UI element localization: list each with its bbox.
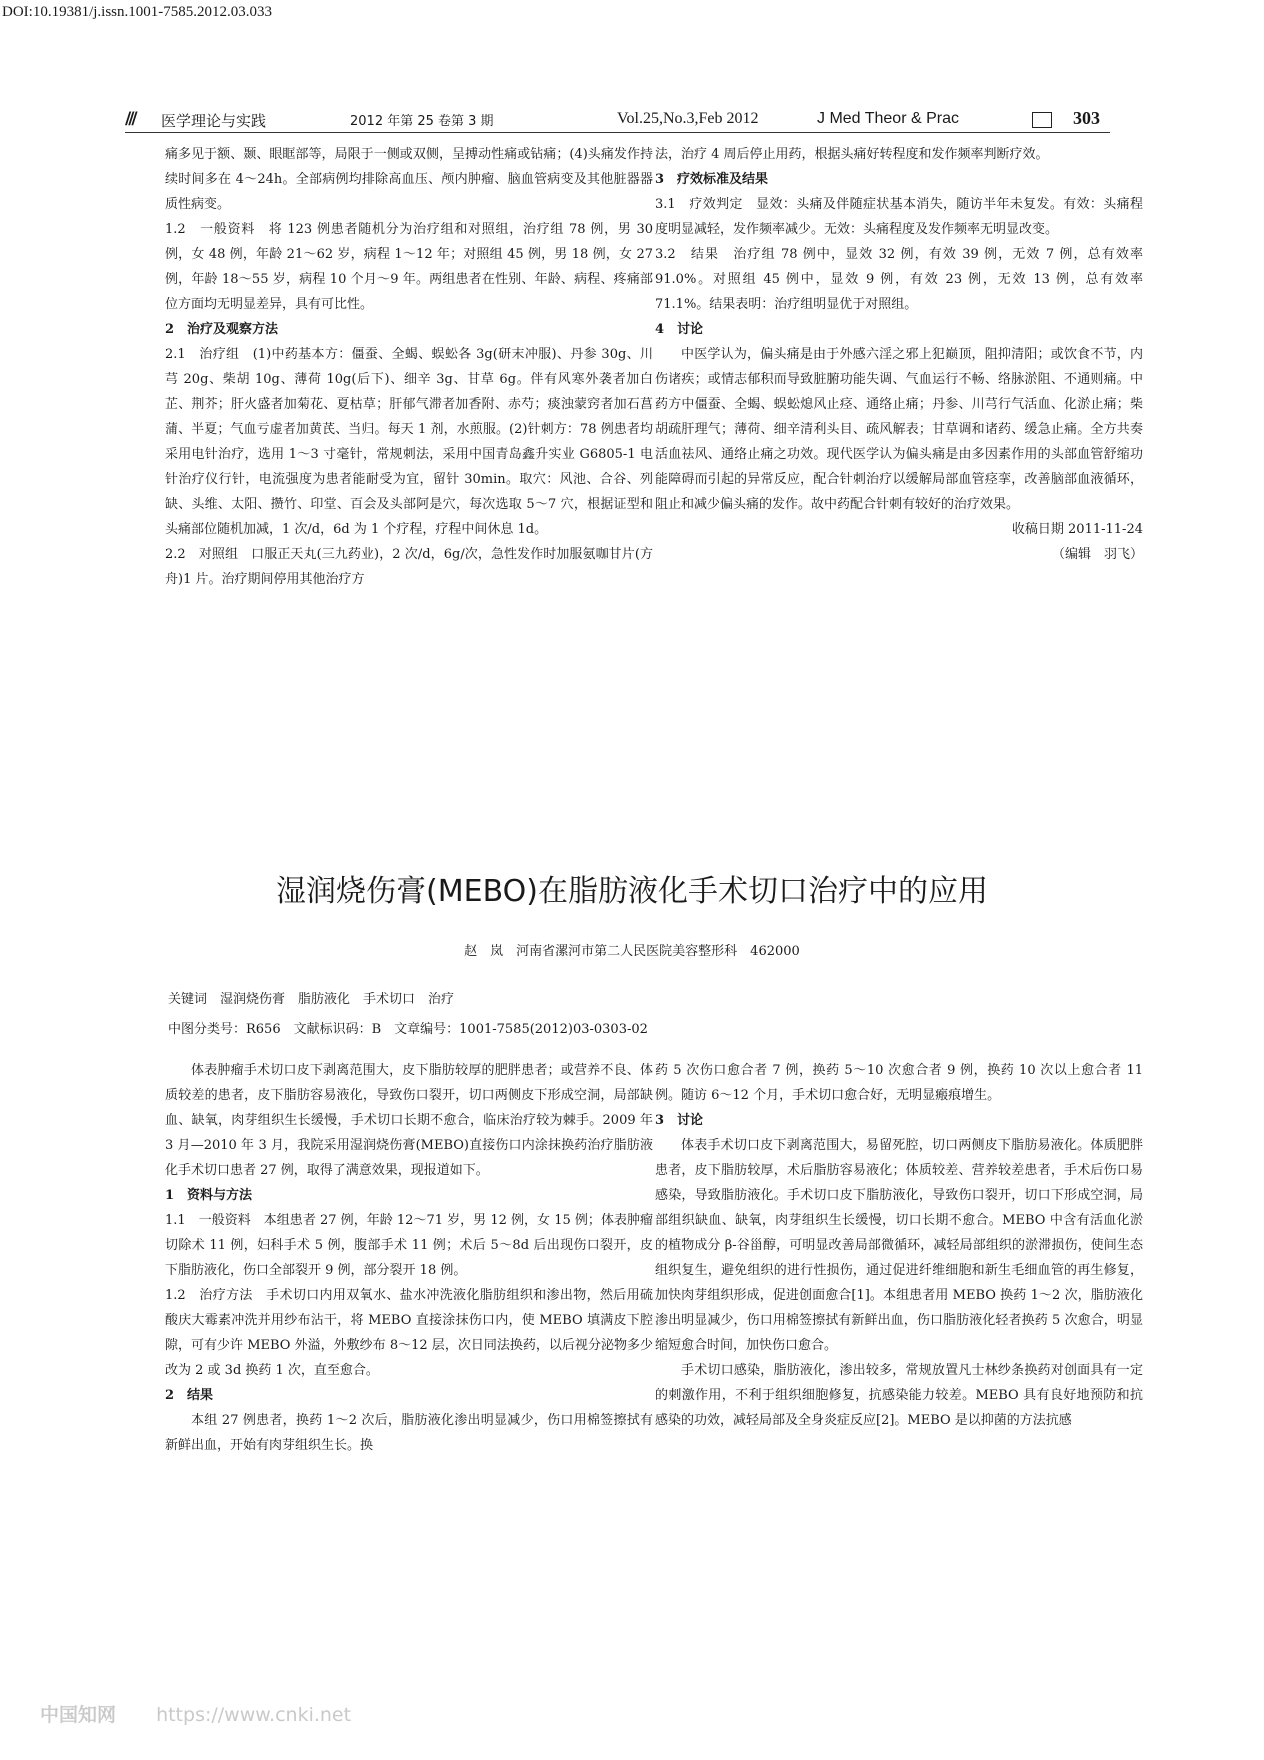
prev-article-right-column [655, 142, 1143, 567]
section-heading: 2 结果 [165, 1388, 214, 1403]
journal-name: 医学理论与实践 [161, 112, 267, 130]
body-paragraph: 药 5 次伤口愈合者 7 例，换药 5～10 次愈合者 9 例，换药 10 次以上愈合者 11 例。随访 6～12 个月，手术切口愈合好，无明显瘢痕增生。 [655, 1063, 1143, 1103]
journal-volume: Vol.25,No.3,Feb 2012 [617, 110, 759, 127]
prev-section-heading: 2 治疗及观察方法 [165, 322, 279, 337]
author-line: 赵 岚 河南省漯河市第二人民医院美容整形科 462000 [464, 944, 800, 959]
body-paragraph: 体表肿瘤手术切口皮下剥离范围大，皮下脂肪较厚的肥胖患者；或营养不良、体质较差的患者，皮下脂肪容易液化，导致伤口裂开，切口两侧皮下形成空洞，局部缺血、缺氧，肉芽组织生长缓慢，手术切口长期不愈合，临床治疗较为棘手。2009 年 3 月—2010 年 3 月，我院采用湿润烧伤膏(MEBO)直接伤口内涂抹换药治疗脂肪液化手术切口患者 27 例，取得了满意效果，现报道如下。 [165, 1063, 653, 1178]
body-paragraph: 体表手术切口皮下剥离范围大，易留死腔，切口两侧皮下脂肪易液化。体质肥胖患者，皮下脂肪较厚，术后脂肪容易液化；体质较差、营养较差患者，手术后伤口易感染，导致脂肪液化。手术切口皮下脂肪液化，导致伤口裂开，切口下形成空洞，局部组织缺血、缺氧，肉芽组织生长缓慢，切口长期不愈合。MEBO 中含有活血化淤的植物成分 β-谷甾醇，可明显改善局部微循环，减轻局部组织的淤滞损伤，使间生态组织复生，避免组织的进行性损伤，通过促进纤维细胞和新生毛细血管的再生修复，加快肉芽组织形成，促进创面愈合[1]。本组患者用 MEBO 换药 1～2 次，脂肪液化渗出明显减少，伤口用棉签擦拭有新鲜出血，伤口脂肪液化轻者换药 5 次愈合，明显缩短愈合时间，加快伤口愈合。 [655, 1138, 1143, 1353]
article-title: 湿润烧伤膏(MEBO)在脂肪液化手术切口治疗中的应用 [276, 874, 988, 909]
journal-name-en: J Med Theor & Prac [817, 110, 959, 127]
doi-line: DOI:10.19381/j.issn.1001-7585.2012.03.033 [2, 4, 272, 20]
cnki-url: https://www.cnki.net [156, 1704, 352, 1726]
cnki-watermark [40, 1700, 351, 1727]
prev-paragraph: 法，治疗 4 周后停止用药，根据头痛好转程度和发作频率判断疗效。 [655, 147, 1049, 162]
body-paragraph: 1.2 治疗方法 手术切口内用双氧水、盐水冲洗液化脂肪组织和渗出物，然后用硫酸庆大霉素冲洗并用纱布沾干，将 MEBO 直接涂抹伤口内，使 MEBO 填满皮下腔隙，可有少许 MEBO 外溢，外敷纱布 8～12 层，次日同法换药，以后视分泌物多少改为 2 或 3d 换药 1 次，直至愈合。 [165, 1288, 653, 1378]
prev-paragraph: 2.1 治疗组 (1)中药基本方：僵蚕、全蝎、蜈蚣各 3g(研末冲服)、丹参 30g、川芎 20g、柴胡 10g、薄荷 10g(后下)、细辛 3g、甘草 6g。伴有风寒外袭者加白芷、荆芥；肝火盛者加菊花、夏枯草；肝郁气滞者加香附、赤芍；痰浊蒙窍者加石菖蒲、半夏；气血亏虚者加黄芪、当归。每天 1 剂，水煎服。(2)针刺方：78 例患者均采用电针治疗，选用 1～3 寸毫针，常规刺法，采用中国青岛鑫升实业 G6805-1 电针治疗仪行针，电流强度为患者能耐受为宜，留针 30min。取穴：风池、合谷、列缺、头维、太阳、攒竹、印堂、百会及头部阿是穴，每次选取 5～7 穴，根据证型和头痛部位随机加减，1 次/d，6d 为 1 个疗程，疗程中间休息 1d。 [165, 347, 653, 537]
body-paragraph: 本组 27 例患者，换药 1～2 次后，脂肪液化渗出明显减少，伤口用棉签擦拭有新鲜出血，开始有肉芽组织生长。换 [165, 1413, 653, 1453]
running-header [125, 108, 1110, 134]
keywords: 关键词 湿润烧伤膏 脂肪液化 手术切口 治疗 [168, 992, 455, 1007]
header-rule [125, 132, 1110, 133]
cnki-logo-text: 中国知网 [40, 1704, 117, 1726]
article-right-column [655, 1058, 1143, 1433]
header-box-icon [1032, 112, 1052, 128]
prev-paragraph: 痛多见于额、颞、眼眶部等，局限于一侧或双侧，呈搏动性痛或钻痛；(4)头痛发作持续时间多在 4～24h。全部病例均排除高血压、颅内肿瘤、脑血管病变及其他脏器器质性病变。 [165, 147, 653, 212]
article-left-column [165, 1058, 653, 1458]
prev-paragraph: 1.2 一般资料 将 123 例患者随机分为治疗组和对照组，治疗组 78 例，男 30 例，女 48 例，年龄 21～62 岁，病程 1～12 年；对照组 45 例，男 18 例，女 27 例，年龄 18～55 岁，病程 10 个月～9 年。两组患者在性别、年龄、病程、疼痛部位方面均无明显差异，具有可比性。 [165, 222, 653, 312]
prev-section-heading: 3 疗效标准及结果 [655, 172, 769, 187]
classification-line: 中图分类号：R656 文献标识码：B 文章编号：1001-7585(2012)03-0303-02 [168, 1022, 648, 1037]
section-heading: 3 讨论 [655, 1113, 704, 1128]
journal-issue: 2012 年第 25 卷第 3 期 [350, 114, 494, 129]
received-date: 收稿日期 2011-11-24 [1011, 522, 1143, 537]
prev-paragraph: 3.2 结果 治疗组 78 例中，显效 32 例，有效 39 例，无效 7 例，总有效率 91.0%。对照组 45 例中，显效 9 例，有效 23 例，无效 13 例，总有效率 71.1%。结果表明：治疗组明显优于对照组。 [655, 247, 1143, 312]
editor-note: （编辑 羽飞） [1051, 547, 1143, 562]
prev-paragraph: 3.1 疗效判定 显效：头痛及伴随症状基本消失，随访半年未复发。有效：头痛程度明显减轻，发作频率减少。无效：头痛程度及发作频率无明显改变。 [655, 197, 1143, 237]
article-meta [168, 985, 648, 1045]
prev-section-heading: 4 讨论 [655, 322, 704, 337]
journal-logo-icon: /// [125, 109, 135, 129]
prev-paragraph: 2.2 对照组 口服正天丸(三九药业)，2 次/d，6g/次，急性发作时加服氨咖甘片(方舟)1 片。治疗期间停用其他治疗方 [165, 547, 653, 587]
prev-article-left-column [165, 142, 653, 592]
page-number: 303 [1073, 108, 1100, 128]
body-paragraph: 手术切口感染，脂肪液化，渗出较多，常规放置凡士林纱条换药对创面具有一定的刺激作用，不利于组织细胞修复，抗感染能力较差。MEBO 具有良好地预防和抗感染的功效，减轻局部及全身炎症反应[2]。MEBO 是以抑菌的方法抗感 [655, 1363, 1143, 1428]
prev-paragraph: 中医学认为，偏头痛是由于外感六淫之邪上犯巅顶，阻抑清阳；或饮食不节，内伤诸疾；或情志郁积而导致脏腑功能失调、气血运行不畅、络脉淤阻、不通则痛。中药方中僵蚕、全蝎、蜈蚣熄风止痉、通络止痛；丹参、川芎行气活血、化淤止痛；柴胡疏肝理气；薄荷、细辛清利头目、疏风解表；甘草调和诸药、缓急止痛。全方共奏活血祛风、通络止痛之功效。现代医学认为偏头痛是由多因素作用的头部血管舒缩功能障碍而引起的异常反应，配合针刺治疗以缓解局部血管痉挛，改善脑部血液循环，阻止和减少偏头痛的发作。故中药配合针刺有较好的治疗效果。 [655, 347, 1143, 512]
body-paragraph: 1.1 一般资料 本组患者 27 例，年龄 12～71 岁，男 12 例，女 15 例；体表肿瘤切除术 11 例，妇科手术 5 例，腹部手术 11 例；术后 5～8d 后出现伤口裂开，皮下脂肪液化，伤口全部裂开 9 例，部分裂开 18 例。 [165, 1213, 653, 1278]
section-heading: 1 资料与方法 [165, 1188, 253, 1203]
